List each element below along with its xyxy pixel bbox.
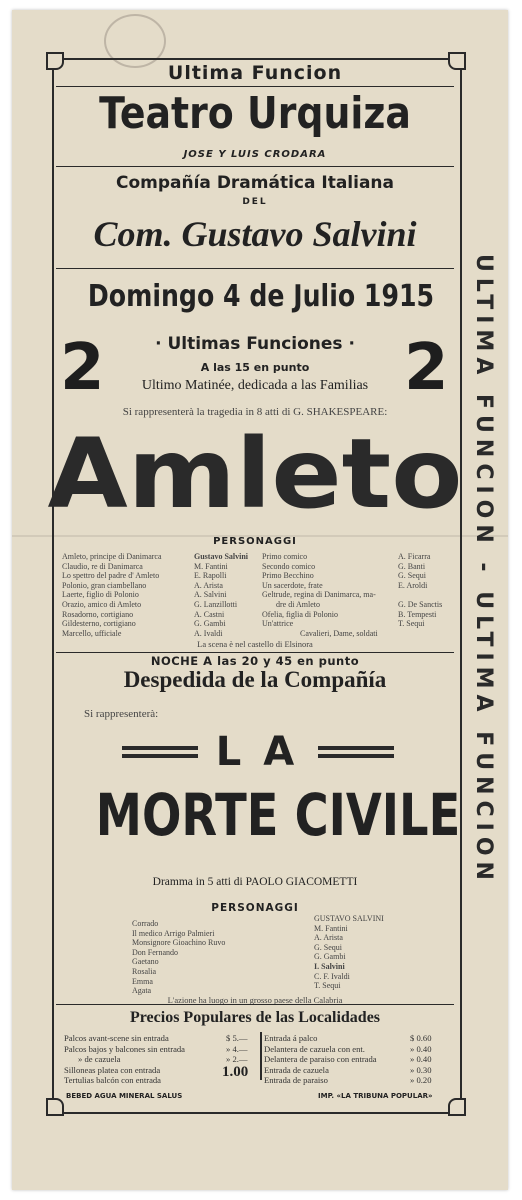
night-time: NOCHE A las 20 y 45 en punto bbox=[150, 654, 360, 668]
cast-role: Agata bbox=[132, 986, 152, 996]
morte-personaggi-label: PERSONAGGI bbox=[211, 902, 299, 914]
price-label: Entrada de paraiso bbox=[264, 1075, 328, 1085]
cast-actor: G. Banti bbox=[398, 561, 426, 571]
performance-date: Domingo 4 de Julio 1915 bbox=[87, 279, 435, 314]
rule-2 bbox=[56, 166, 454, 167]
rule-3 bbox=[56, 268, 454, 269]
price-value: » 2.— bbox=[226, 1054, 248, 1064]
cast-role: Laerte, figlio di Polonio bbox=[62, 590, 139, 600]
cast-actor: I. Salvini bbox=[314, 961, 345, 971]
cast-role: Lo spettro del padre d' Amleto bbox=[62, 571, 160, 581]
cast-role: Monsignore Gioachino Ruvo bbox=[132, 938, 226, 948]
price-value: $ 0.60 bbox=[410, 1033, 432, 1043]
price-value: » 0.40 bbox=[410, 1043, 432, 1054]
cast-actor: A. Ivaldi bbox=[194, 628, 223, 638]
frame-corner-bl bbox=[46, 1098, 64, 1116]
rule-1 bbox=[56, 86, 454, 87]
prices-left-values bbox=[226, 1033, 247, 1065]
rule-4 bbox=[56, 652, 454, 653]
amleto-cast-actors-2 bbox=[398, 552, 442, 629]
farewell-line: Despedida de la Compañía bbox=[123, 667, 387, 692]
cast-role: Claudio, re di Danimarca bbox=[62, 561, 143, 571]
company-line: Compañía Dramática Italiana bbox=[115, 173, 395, 193]
cast-actor: A. Arista bbox=[314, 933, 343, 943]
director-name: Com. Gustavo Salvini bbox=[93, 214, 417, 254]
price-combined: 1.00 bbox=[222, 1064, 249, 1080]
prices-title: Precios Populares de las Localidades bbox=[129, 1009, 381, 1026]
cast-role: Gildesterno, cortigiano bbox=[62, 619, 136, 629]
amleto-personaggi-label: PERSONAGGI bbox=[213, 536, 297, 547]
cast-actor: GUSTAVO SALVINI bbox=[314, 914, 384, 923]
prices-right-labels bbox=[264, 1033, 377, 1086]
matinee-time: A las 15 en punto bbox=[200, 361, 310, 374]
cast-actor: G. Gambi bbox=[314, 952, 346, 962]
si-rappresentera: Si rappresenterà: bbox=[84, 708, 159, 720]
cast-role: Ofelia, figlia di Polonio bbox=[262, 609, 338, 619]
cast-actor: T. Sequi bbox=[398, 619, 425, 629]
price-label: Tertulias balcón con entrada bbox=[64, 1075, 161, 1085]
cast-actor: M. Fantini bbox=[194, 561, 228, 571]
cast-role: Primo Becchino bbox=[262, 571, 314, 581]
owners-line: JOSE Y LUIS CRODARA bbox=[183, 149, 327, 160]
cast-actor: G. Lanzillotti bbox=[194, 599, 238, 609]
play1-title: Amleto bbox=[47, 418, 463, 530]
side-vertical-text: ULTIMA FUNCION - ULTIMA FUNCION bbox=[471, 254, 496, 886]
cast-role: Marcello, ufficiale bbox=[62, 628, 122, 638]
cast-role: Il medico Arrigo Palmieri bbox=[132, 928, 215, 938]
play2-title: MORTE CIVILE bbox=[95, 781, 461, 849]
cast-role: Orazio, amico di Amleto bbox=[62, 599, 142, 609]
cast-role: Emma bbox=[132, 976, 153, 986]
cast-role: Amleto, principe di Danimarca bbox=[62, 552, 162, 561]
funciones-number-left: 2 bbox=[60, 331, 105, 405]
prices-divider bbox=[260, 1032, 262, 1080]
cast-role: dre di Amleto bbox=[276, 599, 320, 609]
price-label: Silloneas platea con entrada bbox=[64, 1064, 161, 1075]
cast-actor: Gustavo Salvini bbox=[194, 552, 249, 561]
cast-role: Un sacerdote, frate bbox=[262, 580, 323, 590]
cast-role: Primo comico bbox=[262, 552, 308, 561]
rule-5 bbox=[56, 1004, 454, 1005]
play2-article: LA bbox=[215, 729, 317, 775]
cast-actor: M. Fantini bbox=[314, 923, 348, 933]
amleto-cast-actors-1 bbox=[194, 552, 248, 638]
price-value: $ 5.— bbox=[226, 1033, 248, 1043]
prices-right-values bbox=[410, 1033, 431, 1086]
morte-cast-actors bbox=[314, 914, 384, 991]
cast-role: Rosalia bbox=[132, 966, 156, 976]
cast-role: Don Fernando bbox=[132, 947, 178, 957]
price-label: Entrada á palco bbox=[264, 1033, 318, 1043]
price-label: Palcos bajos y balcones sin entrada bbox=[64, 1043, 185, 1054]
tragedy-intro: Si rappresenterà la tragedia in 8 atti di G. SHAKESPEARE: bbox=[122, 406, 388, 418]
cast-actor: E. Aroldi bbox=[398, 580, 428, 590]
drama-description: Dramma in 5 atti di PAOLO GIACOMETTI bbox=[152, 876, 358, 888]
top-banner: Ultima Funcion bbox=[167, 62, 343, 84]
cast-role: Corrado bbox=[132, 919, 159, 928]
cast-actor: E. Rapolli bbox=[194, 571, 227, 581]
footer-printer: IMP. «LA TRIBUNA POPULAR» bbox=[318, 1092, 433, 1100]
cast-actor: G. Sequi bbox=[314, 942, 342, 952]
amleto-extras: Cavalieri, Dame, soldati bbox=[300, 629, 378, 638]
cast-actor: C. F. Ivaldi bbox=[314, 971, 350, 981]
price-label: Delantera de paraiso con entrada bbox=[264, 1054, 377, 1064]
cast-actor: A. Ficarra bbox=[398, 552, 431, 561]
price-label: Palcos avant-scene sin entrada bbox=[64, 1033, 169, 1043]
price-label: Entrada de cazuela bbox=[264, 1064, 329, 1075]
price-label: » de cazuela bbox=[78, 1054, 121, 1064]
prices-left-labels bbox=[64, 1033, 185, 1086]
morte-cast-roles bbox=[132, 919, 225, 996]
cast-actor bbox=[398, 590, 442, 600]
cast-actor: B. Tempesti bbox=[398, 609, 437, 619]
cast-role: Rosadorno, cortigiano bbox=[62, 609, 134, 619]
price-value: » 0.20 bbox=[410, 1075, 432, 1085]
cast-role: Gaetano bbox=[132, 957, 159, 967]
company-del: DEL bbox=[242, 197, 268, 207]
amleto-setting: La scena è nel castello di Elsinora bbox=[197, 639, 313, 649]
price-value: » 0.40 bbox=[410, 1054, 432, 1064]
funciones-label: · Ultimas Funciones · bbox=[155, 334, 355, 354]
amleto-cast-roles-2 bbox=[262, 552, 376, 629]
price-value: » 0.30 bbox=[410, 1064, 432, 1075]
cast-actor: A. Castni bbox=[194, 609, 225, 619]
cast-actor: A. Arista bbox=[194, 580, 223, 590]
cast-role: Geltrude, regina di Danimarca, ma- bbox=[262, 590, 376, 600]
frame-corner-br bbox=[448, 1098, 466, 1116]
cast-actor: T. Sequi bbox=[314, 981, 341, 991]
theatre-name: Teatro Urquiza bbox=[99, 88, 411, 139]
matinee-description: Ultimo Matinée, dedicada a las Familias bbox=[141, 378, 369, 393]
cast-actor: G. Sequi bbox=[398, 571, 426, 581]
cast-actor: A. Salvini bbox=[194, 590, 227, 600]
morte-setting: L'azione ha luogo in un grosso paese della Calabria bbox=[167, 995, 343, 1005]
cast-actor: G. Gambi bbox=[194, 619, 226, 629]
price-value: » 4.— bbox=[226, 1043, 248, 1054]
funciones-number-right: 2 bbox=[404, 331, 449, 405]
price-label: Delantera de cazuela con ent. bbox=[264, 1043, 365, 1054]
cast-role: Polonio, gran ciambellano bbox=[62, 580, 147, 590]
footer-advert: BEBED AGUA MINERAL SALUS bbox=[66, 1092, 183, 1100]
cast-role: Un'attrice bbox=[262, 619, 294, 629]
amleto-cast-roles-1 bbox=[62, 552, 162, 638]
cast-role: Secondo comico bbox=[262, 561, 316, 571]
cast-actor: G. De Sanctis bbox=[398, 599, 443, 609]
